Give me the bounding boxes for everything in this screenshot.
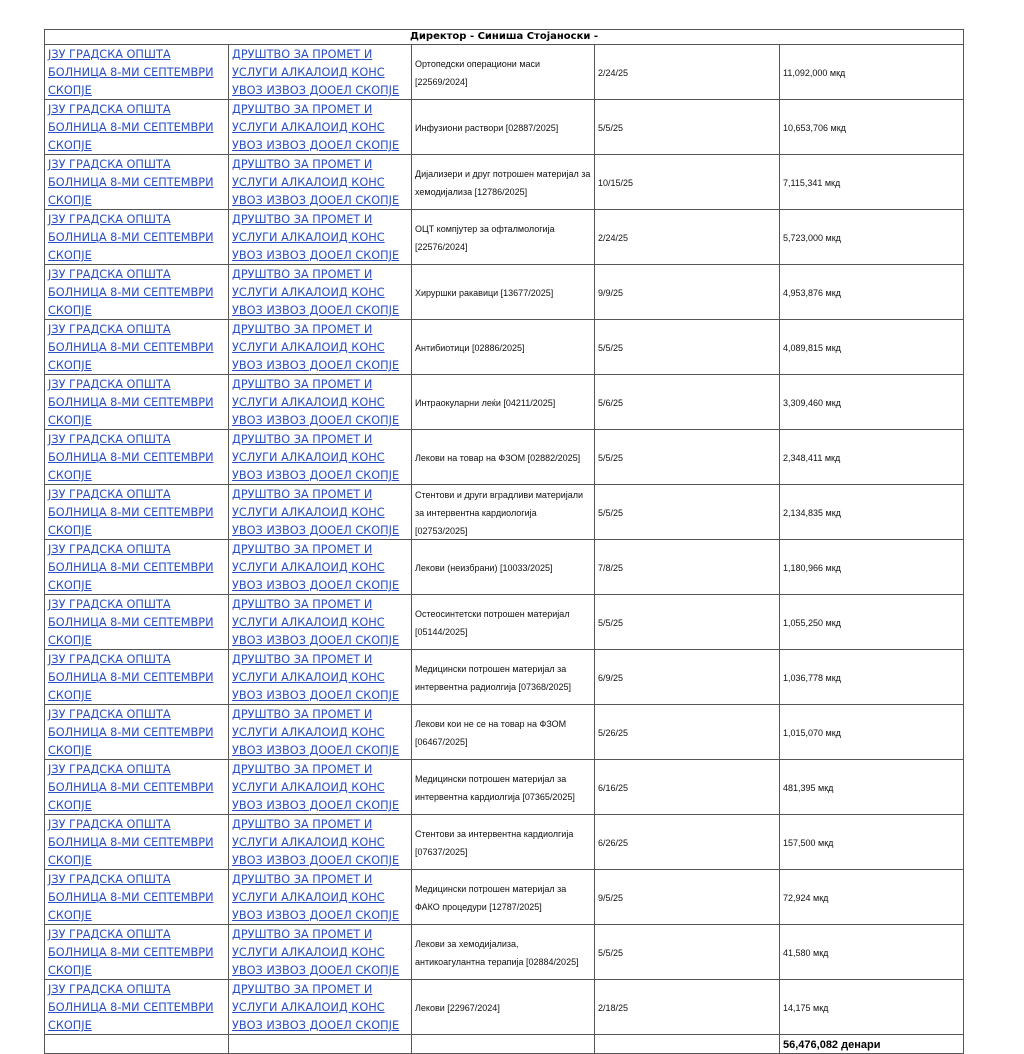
institution-link[interactable]: ЈЗУ ГРАДСКА ОПШТА БОЛНИЦА 8-МИ СЕПТЕМВРИ СКОПЈЕ <box>48 103 214 152</box>
tender-description-cell <box>412 815 595 870</box>
supplier-link[interactable]: ДРУШТВО ЗА ПРОМЕТ И УСЛУГИ АЛКАЛОИД КОНС УВОЗ ИЗВОЗ ДООЕЛ СКОПЈЕ <box>232 48 400 97</box>
tender-description-cell <box>412 485 595 540</box>
supplier-link[interactable]: ДРУШТВО ЗА ПРОМЕТ И УСЛУГИ АЛКАЛОИД КОНС УВОЗ ИЗВОЗ ДООЕЛ СКОПЈЕ <box>232 598 400 647</box>
contract-amount: 481,395 мкд <box>783 783 834 793</box>
institution-link-cell <box>45 45 229 100</box>
contract-date: 6/26/25 <box>598 838 629 848</box>
supplier-link[interactable]: ДРУШТВО ЗА ПРОМЕТ И УСЛУГИ АЛКАЛОИД КОНС УВОЗ ИЗВОЗ ДООЕЛ СКОПЈЕ <box>232 103 400 152</box>
contract-date-cell <box>595 430 780 485</box>
tender-description: Инфузиони раствори [02887/2025] <box>415 123 559 133</box>
table-row <box>45 485 964 540</box>
contract-amount-cell <box>780 540 964 595</box>
contract-date: 2/24/25 <box>598 68 629 78</box>
contract-amount: 14,175 мкд <box>783 1003 829 1013</box>
contract-amount: 2,134,835 мкд <box>783 508 841 518</box>
tender-description: Дијализери и друг потрошен материјал за хемодијализа [12786/2025] <box>415 169 591 197</box>
institution-link-cell <box>45 210 229 265</box>
supplier-link[interactable]: ДРУШТВО ЗА ПРОМЕТ И УСЛУГИ АЛКАЛОИД КОНС УВОЗ ИЗВОЗ ДООЕЛ СКОПЈЕ <box>232 488 400 537</box>
table-row <box>45 45 964 100</box>
contract-amount: 41,580 мкд <box>783 948 829 958</box>
contract-amount-cell <box>780 595 964 650</box>
tender-description-cell <box>412 705 595 760</box>
table-row <box>45 705 964 760</box>
tender-description-cell <box>412 650 595 705</box>
table-row <box>45 265 964 320</box>
contract-amount-cell <box>780 650 964 705</box>
contract-amount-cell <box>780 980 964 1035</box>
contract-date-cell <box>595 980 780 1035</box>
institution-link[interactable]: ЈЗУ ГРАДСКА ОПШТА БОЛНИЦА 8-МИ СЕПТЕМВРИ СКОПЈЕ <box>48 323 214 372</box>
institution-link[interactable]: ЈЗУ ГРАДСКА ОПШТА БОЛНИЦА 8-МИ СЕПТЕМВРИ СКОПЈЕ <box>48 653 214 702</box>
institution-link-cell <box>45 650 229 705</box>
contract-date-cell <box>595 870 780 925</box>
supplier-link[interactable]: ДРУШТВО ЗА ПРОМЕТ И УСЛУГИ АЛКАЛОИД КОНС УВОЗ ИЗВОЗ ДООЕЛ СКОПЈЕ <box>232 763 400 812</box>
contract-date-cell <box>595 155 780 210</box>
contract-date-cell <box>595 650 780 705</box>
institution-link[interactable]: ЈЗУ ГРАДСКА ОПШТА БОЛНИЦА 8-МИ СЕПТЕМВРИ СКОПЈЕ <box>48 763 214 812</box>
supplier-link[interactable]: ДРУШТВО ЗА ПРОМЕТ И УСЛУГИ АЛКАЛОИД КОНС УВОЗ ИЗВОЗ ДООЕЛ СКОПЈЕ <box>232 653 400 702</box>
supplier-link-cell <box>229 650 412 705</box>
supplier-link-cell <box>229 45 412 100</box>
contract-amount-cell <box>780 375 964 430</box>
institution-link[interactable]: ЈЗУ ГРАДСКА ОПШТА БОЛНИЦА 8-МИ СЕПТЕМВРИ СКОПЈЕ <box>48 268 214 317</box>
supplier-link[interactable]: ДРУШТВО ЗА ПРОМЕТ И УСЛУГИ АЛКАЛОИД КОНС УВОЗ ИЗВОЗ ДООЕЛ СКОПЈЕ <box>232 873 400 922</box>
contract-amount-cell <box>780 100 964 155</box>
supplier-link-cell <box>229 540 412 595</box>
supplier-link[interactable]: ДРУШТВО ЗА ПРОМЕТ И УСЛУГИ АЛКАЛОИД КОНС УВОЗ ИЗВОЗ ДООЕЛ СКОПЈЕ <box>232 818 400 867</box>
contract-amount-cell <box>780 265 964 320</box>
table-row <box>45 155 964 210</box>
tender-description: Хируршки ракавици [13677/2025] <box>415 288 554 298</box>
supplier-link-cell <box>229 265 412 320</box>
contract-amount: 7,115,341 мкд <box>783 178 841 188</box>
institution-link[interactable]: ЈЗУ ГРАДСКА ОПШТА БОЛНИЦА 8-МИ СЕПТЕМВРИ СКОПЈЕ <box>48 983 214 1032</box>
tender-description-cell <box>412 430 595 485</box>
tender-description: Лекови за хемодијализа, антикоагулантна терапија [02884/2025] <box>415 939 579 967</box>
tender-description-cell <box>412 265 595 320</box>
institution-link[interactable]: ЈЗУ ГРАДСКА ОПШТА БОЛНИЦА 8-МИ СЕПТЕМВРИ СКОПЈЕ <box>48 818 214 867</box>
contract-date-cell <box>595 705 780 760</box>
institution-link-cell <box>45 155 229 210</box>
supplier-link[interactable]: ДРУШТВО ЗА ПРОМЕТ И УСЛУГИ АЛКАЛОИД КОНС УВОЗ ИЗВОЗ ДООЕЛ СКОПЈЕ <box>232 378 400 427</box>
contract-date-cell <box>595 265 780 320</box>
institution-link[interactable]: ЈЗУ ГРАДСКА ОПШТА БОЛНИЦА 8-МИ СЕПТЕМВРИ СКОПЈЕ <box>48 488 214 537</box>
contract-amount-cell <box>780 870 964 925</box>
contract-amount: 1,180,966 мкд <box>783 563 841 573</box>
supplier-link[interactable]: ДРУШТВО ЗА ПРОМЕТ И УСЛУГИ АЛКАЛОИД КОНС УВОЗ ИЗВОЗ ДООЕЛ СКОПЈЕ <box>232 158 400 207</box>
contract-amount: 4,089,815 мкд <box>783 343 841 353</box>
institution-link-cell <box>45 705 229 760</box>
grand-total-cell <box>780 1035 964 1054</box>
tender-description-cell <box>412 595 595 650</box>
tender-description-cell <box>412 155 595 210</box>
contract-amount-cell <box>780 705 964 760</box>
contract-amount: 3,309,460 мкд <box>783 398 841 408</box>
contract-date: 10/15/25 <box>598 178 634 188</box>
contract-date: 5/5/25 <box>598 123 624 133</box>
institution-link-cell <box>45 760 229 815</box>
table-row <box>45 540 964 595</box>
institution-link-cell <box>45 375 229 430</box>
institution-link-cell <box>45 815 229 870</box>
table-row <box>45 815 964 870</box>
contract-date: 9/5/25 <box>598 893 624 903</box>
supplier-link-cell <box>229 980 412 1035</box>
contract-amount: 1,055,250 мкд <box>783 618 841 628</box>
contract-amount: 1,036,778 мкд <box>783 673 841 683</box>
contracts-table <box>44 29 964 1054</box>
supplier-link-cell <box>229 595 412 650</box>
tender-description-cell <box>412 210 595 265</box>
tender-description: Медицински потрошен материјал за интервентна радиолгија [07368/2025] <box>415 664 571 692</box>
tender-description-cell <box>412 540 595 595</box>
table-row <box>45 320 964 375</box>
contract-amount: 10,653,706 мкд <box>783 123 846 133</box>
table-row <box>45 595 964 650</box>
tender-description-cell <box>412 100 595 155</box>
institution-link[interactable]: ЈЗУ ГРАДСКА ОПШТА БОЛНИЦА 8-МИ СЕПТЕМВРИ СКОПЈЕ <box>48 598 214 647</box>
contract-date-cell <box>595 320 780 375</box>
table-row <box>45 375 964 430</box>
tender-description: Лекови (неизбрани) [10033/2025] <box>415 563 553 573</box>
contract-amount-cell <box>780 815 964 870</box>
contract-amount-cell <box>780 925 964 980</box>
table-row <box>45 925 964 980</box>
supplier-link[interactable]: ДРУШТВО ЗА ПРОМЕТ И УСЛУГИ АЛКАЛОИД КОНС УВОЗ ИЗВОЗ ДООЕЛ СКОПЈЕ <box>232 983 400 1032</box>
contract-amount-cell <box>780 155 964 210</box>
contract-amount: 72,924 мкд <box>783 893 829 903</box>
tender-description: Медицински потрошен материјал за интервентна кардиолгија [07365/2025] <box>415 774 575 802</box>
tender-description-cell <box>412 925 595 980</box>
institution-link-cell <box>45 430 229 485</box>
institution-link-cell <box>45 980 229 1035</box>
tender-description: Лекови кои не се на товар на ФЗОМ [06467/2025] <box>415 719 567 747</box>
contract-amount-cell <box>780 485 964 540</box>
institution-link[interactable]: ЈЗУ ГРАДСКА ОПШТА БОЛНИЦА 8-МИ СЕПТЕМВРИ СКОПЈЕ <box>48 928 214 977</box>
contract-date: 5/5/25 <box>598 343 624 353</box>
contract-date-cell <box>595 815 780 870</box>
supplier-link[interactable]: ДРУШТВО ЗА ПРОМЕТ И УСЛУГИ АЛКАЛОИД КОНС УВОЗ ИЗВОЗ ДООЕЛ СКОПЈЕ <box>232 268 400 317</box>
supplier-link-cell <box>229 375 412 430</box>
institution-link-cell <box>45 320 229 375</box>
empty-cell <box>229 1035 412 1054</box>
contract-date: 5/6/25 <box>598 398 624 408</box>
contract-date: 5/5/25 <box>598 948 624 958</box>
institution-link-cell <box>45 485 229 540</box>
contract-amount: 157,500 мкд <box>783 838 834 848</box>
contract-date: 5/5/25 <box>598 508 624 518</box>
tender-description: Интраокуларни леќи [04211/2025] <box>415 398 556 408</box>
supplier-link[interactable]: ДРУШТВО ЗА ПРОМЕТ И УСЛУГИ АЛКАЛОИД КОНС УВОЗ ИЗВОЗ ДООЕЛ СКОПЈЕ <box>232 708 400 757</box>
contract-amount: 1,015,070 мкд <box>783 728 841 738</box>
contract-amount-cell <box>780 430 964 485</box>
grand-total: 56,476,082 денари <box>783 1039 881 1051</box>
table-row <box>45 100 964 155</box>
table-row <box>45 650 964 705</box>
institution-link[interactable]: ЈЗУ ГРАДСКА ОПШТА БОЛНИЦА 8-МИ СЕПТЕМВРИ СКОПЈЕ <box>48 543 214 592</box>
institution-link[interactable]: ЈЗУ ГРАДСКА ОПШТА БОЛНИЦА 8-МИ СЕПТЕМВРИ СКОПЈЕ <box>48 433 214 482</box>
contract-date-cell <box>595 45 780 100</box>
contract-date: 6/16/25 <box>598 783 629 793</box>
contract-date: 9/9/25 <box>598 288 624 298</box>
tender-description: Стентови и други вградливи материјали за интервентна кардиологија [02753/2025] <box>415 490 584 536</box>
tender-description-cell <box>412 980 595 1035</box>
contract-date-cell <box>595 925 780 980</box>
institution-link[interactable]: ЈЗУ ГРАДСКА ОПШТА БОЛНИЦА 8-МИ СЕПТЕМВРИ СКОПЈЕ <box>48 873 214 922</box>
contract-amount-cell <box>780 320 964 375</box>
supplier-link[interactable]: ДРУШТВО ЗА ПРОМЕТ И УСЛУГИ АЛКАЛОИД КОНС УВОЗ ИЗВОЗ ДООЕЛ СКОПЈЕ <box>232 323 400 372</box>
contract-date-cell <box>595 540 780 595</box>
tender-description: Ортопедски операциони маси [22569/2024] <box>415 59 541 87</box>
institution-link[interactable]: ЈЗУ ГРАДСКА ОПШТА БОЛНИЦА 8-МИ СЕПТЕМВРИ СКОПЈЕ <box>48 158 214 207</box>
table-row <box>45 760 964 815</box>
supplier-link[interactable]: ДРУШТВО ЗА ПРОМЕТ И УСЛУГИ АЛКАЛОИД КОНС УВОЗ ИЗВОЗ ДООЕЛ СКОПЈЕ <box>232 543 400 592</box>
supplier-link[interactable]: ДРУШТВО ЗА ПРОМЕТ И УСЛУГИ АЛКАЛОИД КОНС УВОЗ ИЗВОЗ ДООЕЛ СКОПЈЕ <box>232 213 400 262</box>
tender-description: Медицински потрошен материјал за ФАКО процедури [12787/2025] <box>415 884 567 912</box>
contract-date-cell <box>595 100 780 155</box>
tender-description: ОЦТ компјутер за офталмологија [22576/2024] <box>415 224 555 252</box>
table-row <box>45 210 964 265</box>
contract-amount: 11,092,000 мкд <box>783 68 846 78</box>
supplier-link[interactable]: ДРУШТВО ЗА ПРОМЕТ И УСЛУГИ АЛКАЛОИД КОНС УВОЗ ИЗВОЗ ДООЕЛ СКОПЈЕ <box>232 433 400 482</box>
contract-date: 2/18/25 <box>598 1003 629 1013</box>
contract-date: 7/8/25 <box>598 563 624 573</box>
contracts-table-body <box>45 30 964 1054</box>
contract-date-cell <box>595 485 780 540</box>
contract-amount-cell <box>780 760 964 815</box>
institution-link-cell <box>45 540 229 595</box>
institution-link-cell <box>45 925 229 980</box>
institution-link-cell <box>45 870 229 925</box>
tender-description-cell <box>412 320 595 375</box>
contract-date: 6/9/25 <box>598 673 624 683</box>
director-header: Директор - Синиша Стојаноски - <box>45 30 964 45</box>
contract-amount-cell <box>780 45 964 100</box>
tender-description-cell <box>412 375 595 430</box>
table-row <box>45 430 964 485</box>
supplier-link-cell <box>229 705 412 760</box>
supplier-link-cell <box>229 925 412 980</box>
table-row <box>45 870 964 925</box>
empty-cell <box>595 1035 780 1054</box>
institution-link[interactable]: ЈЗУ ГРАДСКА ОПШТА БОЛНИЦА 8-МИ СЕПТЕМВРИ СКОПЈЕ <box>48 708 214 757</box>
table-row <box>45 980 964 1035</box>
supplier-link-cell <box>229 870 412 925</box>
contract-date-cell <box>595 760 780 815</box>
empty-cell <box>412 1035 595 1054</box>
contract-date-cell <box>595 210 780 265</box>
contract-date: 5/26/25 <box>598 728 629 738</box>
tender-description: Антибиотици [02886/2025] <box>415 343 525 353</box>
empty-cell <box>45 1035 229 1054</box>
supplier-link-cell <box>229 210 412 265</box>
institution-link[interactable]: ЈЗУ ГРАДСКА ОПШТА БОЛНИЦА 8-МИ СЕПТЕМВРИ СКОПЈЕ <box>48 213 214 262</box>
supplier-link-cell <box>229 155 412 210</box>
institution-link-cell <box>45 265 229 320</box>
tender-description: Лекови на товар на ФЗОМ [02882/2025] <box>415 453 581 463</box>
total-row <box>45 1035 964 1054</box>
supplier-link-cell <box>229 320 412 375</box>
institution-link[interactable]: ЈЗУ ГРАДСКА ОПШТА БОЛНИЦА 8-МИ СЕПТЕМВРИ СКОПЈЕ <box>48 48 214 97</box>
header-row <box>45 30 964 45</box>
tender-description: Остеосинтетски потрошен материјал [05144/2025] <box>415 609 570 637</box>
supplier-link-cell <box>229 430 412 485</box>
tender-description: Стентови за интервентна кардиолгија [07637/2025] <box>415 829 574 857</box>
institution-link-cell <box>45 100 229 155</box>
supplier-link-cell <box>229 100 412 155</box>
contract-date: 2/24/25 <box>598 233 629 243</box>
supplier-link-cell <box>229 485 412 540</box>
supplier-link-cell <box>229 815 412 870</box>
tender-description-cell <box>412 870 595 925</box>
supplier-link-cell <box>229 760 412 815</box>
institution-link[interactable]: ЈЗУ ГРАДСКА ОПШТА БОЛНИЦА 8-МИ СЕПТЕМВРИ СКОПЈЕ <box>48 378 214 427</box>
contract-date-cell <box>595 375 780 430</box>
contract-date: 5/5/25 <box>598 618 624 628</box>
tender-description: Лекови [22967/2024] <box>415 1003 500 1013</box>
tender-description-cell <box>412 45 595 100</box>
institution-link-cell <box>45 595 229 650</box>
contract-amount-cell <box>780 210 964 265</box>
contract-amount: 5,723,000 мкд <box>783 233 841 243</box>
tender-description-cell <box>412 760 595 815</box>
contract-date-cell <box>595 595 780 650</box>
contract-amount: 4,953,876 мкд <box>783 288 841 298</box>
contract-amount: 2,348,411 мкд <box>783 453 841 463</box>
contract-date: 5/5/25 <box>598 453 624 463</box>
supplier-link[interactable]: ДРУШТВО ЗА ПРОМЕТ И УСЛУГИ АЛКАЛОИД КОНС УВОЗ ИЗВОЗ ДООЕЛ СКОПЈЕ <box>232 928 400 977</box>
